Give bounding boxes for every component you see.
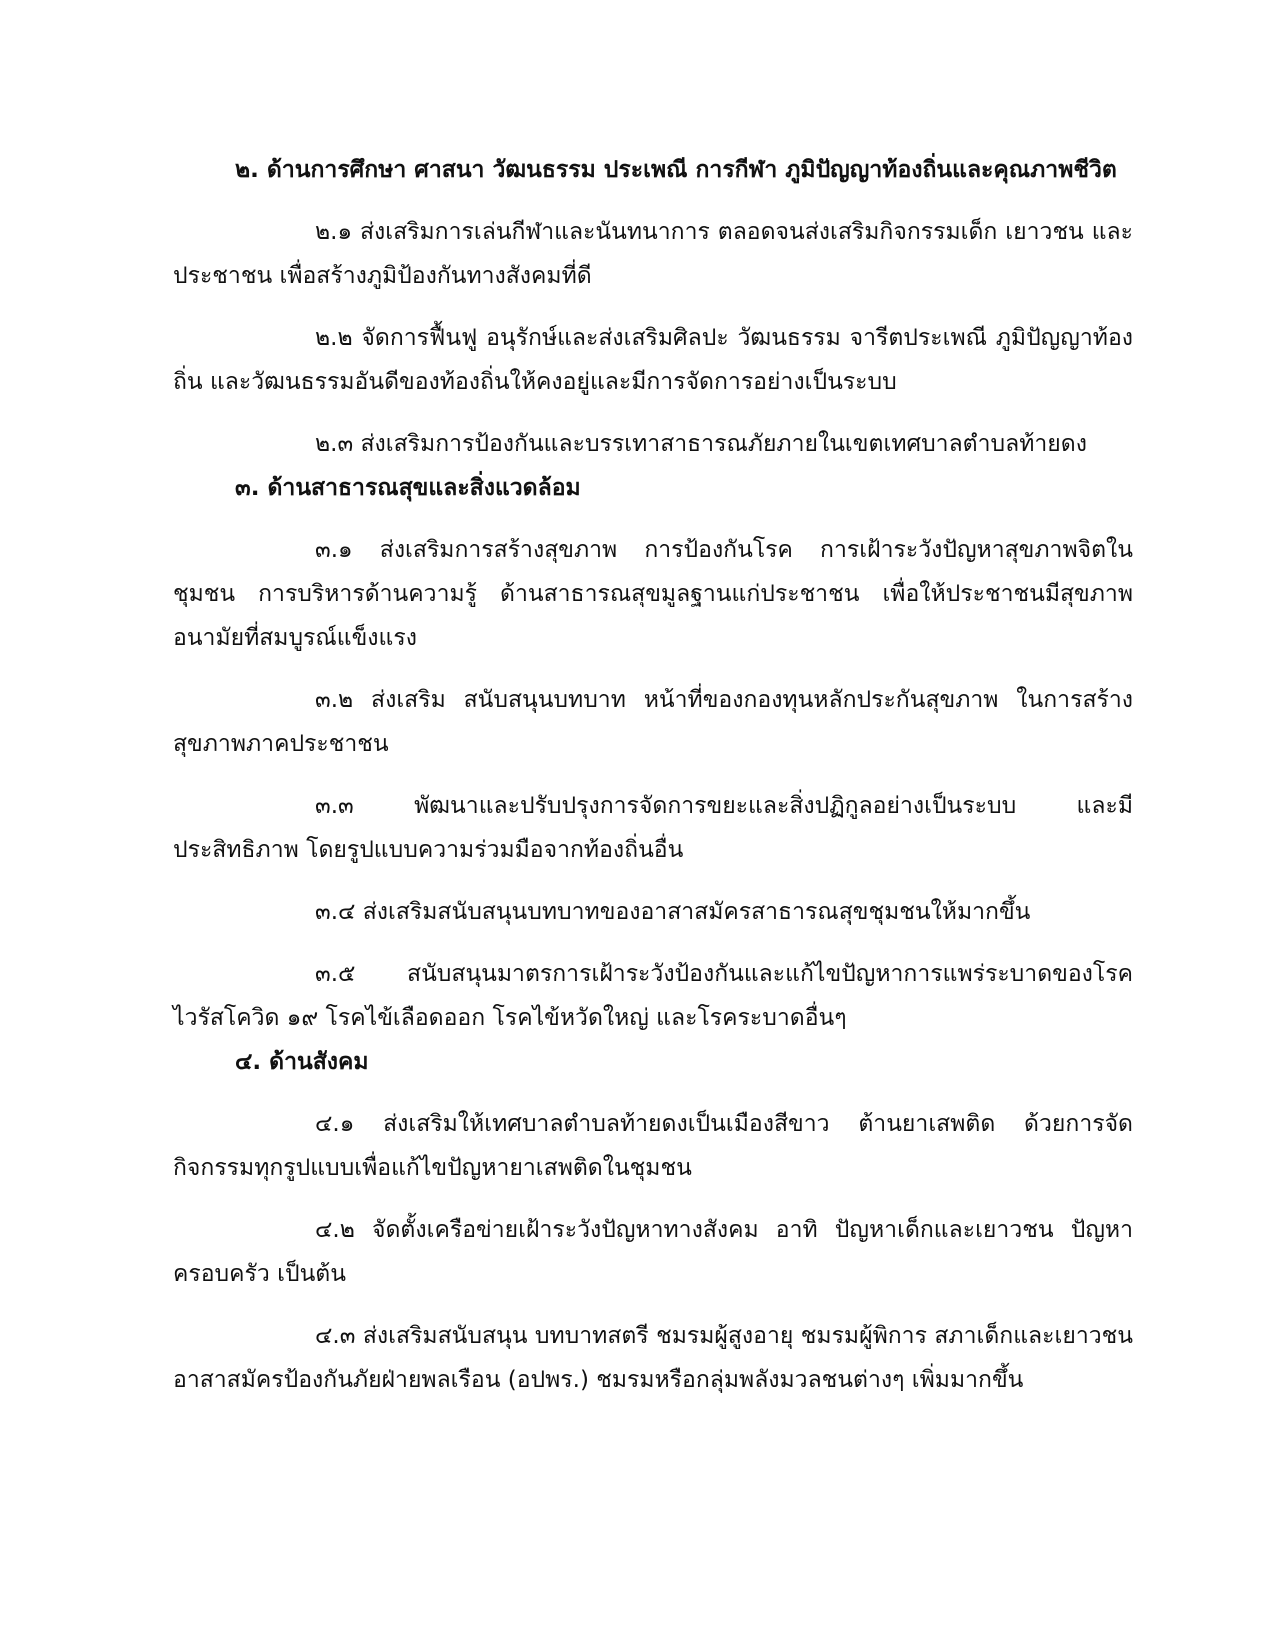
section-item: ๔.๓ ส่งเสริมสนับสนุน บทบาทสตรี ชมรมผู้สูงอายุ ชมรมผู้พิการ สภาเด็กและเยาวชนอาสาสมัครป้องกันภัยฝ่ายพลเรือน (อปพร.) ชมรมหรือกลุ่มพลังมวลชนต่างๆ เพิ่มมากขึ้น xyxy=(173,1323,1133,1393)
section-public-health xyxy=(173,466,1133,1040)
section-item: ๔.๒ จัดตั้งเครือข่ายเฝ้าระวังปัญหาทางสังคม อาทิ ปัญหาเด็กและเยาวชน ปัญหาครอบครัว เป็นต้น xyxy=(173,1217,1133,1287)
document-body xyxy=(173,148,1133,1402)
section-item: ๒.๓ ส่งเสริมการป้องกันและบรรเทาสาธารณภัยภายในเขตเทศบาลตำบลท้ายดง xyxy=(315,431,1087,457)
section-item: ๒.๑ ส่งเสริมการเล่นกีฬาและนันทนาการ ตลอดจนส่งเสริมกิจกรรมเด็ก เยาวชน และประชาชน เพื่อสร้างภูมิป้องกันทางสังคมที่ดี xyxy=(173,219,1133,289)
section-item: ๔.๑ ส่งเสริมให้เทศบาลตำบลท้ายดงเป็นเมืองสีขาว ต้านยาเสพติด ด้วยการจัดกิจกรรมทุกรูปแบบเพื่อแก้ไขปัญหายาเสพติดในชุมชน xyxy=(173,1111,1133,1181)
section-heading: ๒. ด้านการศึกษา ศาสนา วัฒนธรรม ประเพณี การกีฬา ภูมิปัญญาท้องถิ่นและคุณภาพชีวิต xyxy=(235,157,1117,183)
section-item: ๓.๑ ส่งเสริมการสร้างสุขภาพ การป้องกันโรค การเฝ้าระวังปัญหาสุขภาพจิตในชุมชน การบริหารด้านความรู้ ด้านสาธารณสุขมูลฐานแก่ประชาชน เพื่อให้ประชาชนมีสุขภาพอนามัยที่สมบูรณ์แข็งแรง xyxy=(173,537,1133,651)
section-heading: ๔. ด้านสังคม xyxy=(235,1049,369,1075)
section-item: ๓.๓ พัฒนาและปรับปรุงการจัดการขยะและสิ่งปฏิกูลอย่างเป็นระบบ และมีประสิทธิภาพ โดยรูปแบบความร่วมมือจากท้องถิ่นอื่น xyxy=(173,793,1133,863)
section-education xyxy=(173,148,1133,466)
section-item: ๓.๕ สนับสนุนมาตรการเฝ้าระวังป้องกันและแก้ไขปัญหาการแพร่ระบาดของโรคไวรัสโควิด ๑๙ โรคไข้เลือดออก โรคไข้หวัดใหญ่ และโรคระบาดอื่นๆ xyxy=(173,961,1133,1031)
section-social xyxy=(173,1040,1133,1402)
section-heading: ๓. ด้านสาธารณสุขและสิ่งแวดล้อม xyxy=(235,475,581,501)
section-item: ๒.๒ จัดการฟื้นฟู อนุรักษ์และส่งเสริมศิลปะ วัฒนธรรม จารีตประเพณี ภูมิปัญญาท้องถิ่น และวัฒนธรรมอันดีของท้องถิ่นให้คงอยู่และมีการจัดการอย่างเป็นระบบ xyxy=(173,325,1133,395)
section-item: ๓.๔ ส่งเสริมสนับสนุนบทบาทของอาสาสมัครสาธารณสุขชุมชนให้มากขึ้น xyxy=(315,899,1031,925)
section-item: ๓.๒ ส่งเสริม สนับสนุนบทบาท หน้าที่ของกองทุนหลักประกันสุขภาพ ในการสร้างสุขภาพภาคประชาชน xyxy=(173,687,1133,757)
